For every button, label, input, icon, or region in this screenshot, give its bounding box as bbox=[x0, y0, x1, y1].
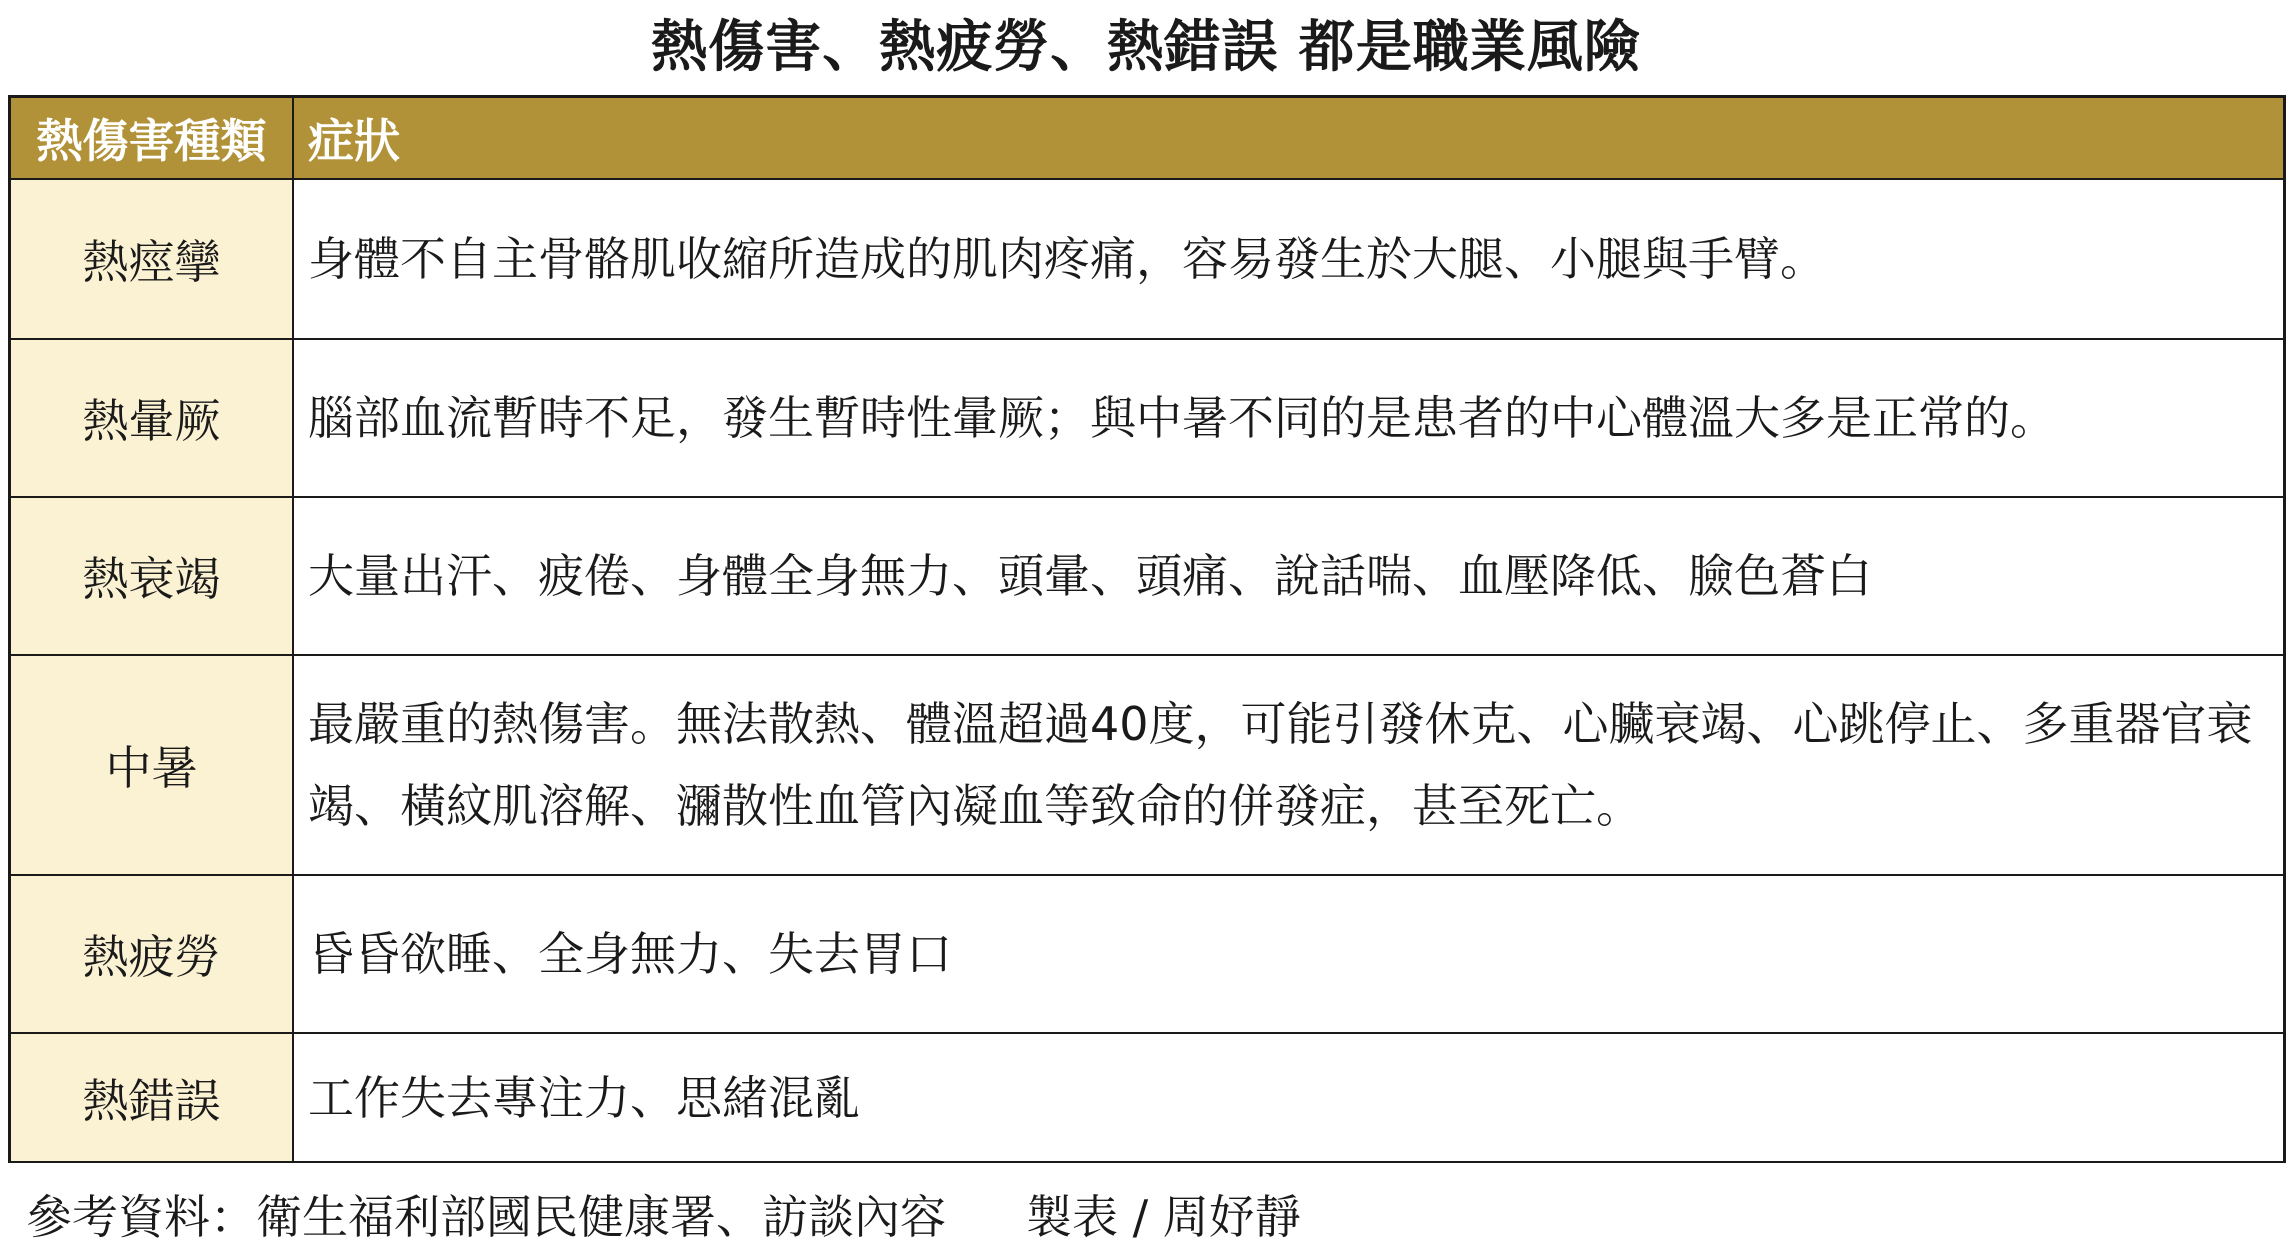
heat-injury-table-grid bbox=[11, 98, 2283, 1161]
column-header-symptoms: 症狀 bbox=[293, 98, 2283, 179]
source-credit: 參考資料：衛生福利部國民健康署、訪談內容 bbox=[26, 1190, 946, 1244]
table-row bbox=[11, 179, 2283, 339]
row-symptoms-cell: 工作失去專注力、思緒混亂 bbox=[293, 1033, 2283, 1161]
row-type-cell: 熱暈厥 bbox=[11, 339, 293, 497]
author-credit: 製表 / 周妤靜 bbox=[1026, 1190, 1301, 1244]
row-symptoms-cell: 腦部血流暫時不足，發生暫時性暈厥；與中暑不同的是患者的中心體溫大多是正常的。 bbox=[293, 339, 2283, 497]
row-type-cell: 熱錯誤 bbox=[11, 1033, 293, 1161]
row-symptoms-cell: 最嚴重的熱傷害。無法散熱、體溫超過40度，可能引發休克、心臟衰竭、心跳停止、多重器官衰竭、橫紋肌溶解、瀰散性血管內凝血等致命的併發症，甚至死亡。 bbox=[293, 655, 2283, 875]
row-type-cell: 熱疲勞 bbox=[11, 875, 293, 1033]
row-type-cell: 中暑 bbox=[11, 655, 293, 875]
table-row bbox=[11, 339, 2283, 497]
row-type-cell: 熱痙攣 bbox=[11, 179, 293, 339]
table-row bbox=[11, 655, 2283, 875]
heat-injury-table bbox=[8, 95, 2286, 1163]
table-header-row bbox=[11, 98, 2283, 179]
footer bbox=[26, 1185, 1301, 1249]
column-header-type: 熱傷害種類 bbox=[11, 98, 293, 179]
row-symptoms-cell: 昏昏欲睡、全身無力、失去胃口 bbox=[293, 875, 2283, 1033]
table-row bbox=[11, 875, 2283, 1033]
row-symptoms-cell: 身體不自主骨骼肌收縮所造成的肌肉疼痛，容易發生於大腿、小腿與手臂。 bbox=[293, 179, 2283, 339]
row-type-cell: 熱衰竭 bbox=[11, 497, 293, 655]
row-symptoms-cell: 大量出汗、疲倦、身體全身無力、頭暈、頭痛、說話喘、血壓降低、臉色蒼白 bbox=[293, 497, 2283, 655]
table-row bbox=[11, 497, 2283, 655]
page-title: 熱傷害、熱疲勞、熱錯誤 都是職業風險 bbox=[651, 15, 1641, 80]
table-row bbox=[11, 1033, 2283, 1161]
